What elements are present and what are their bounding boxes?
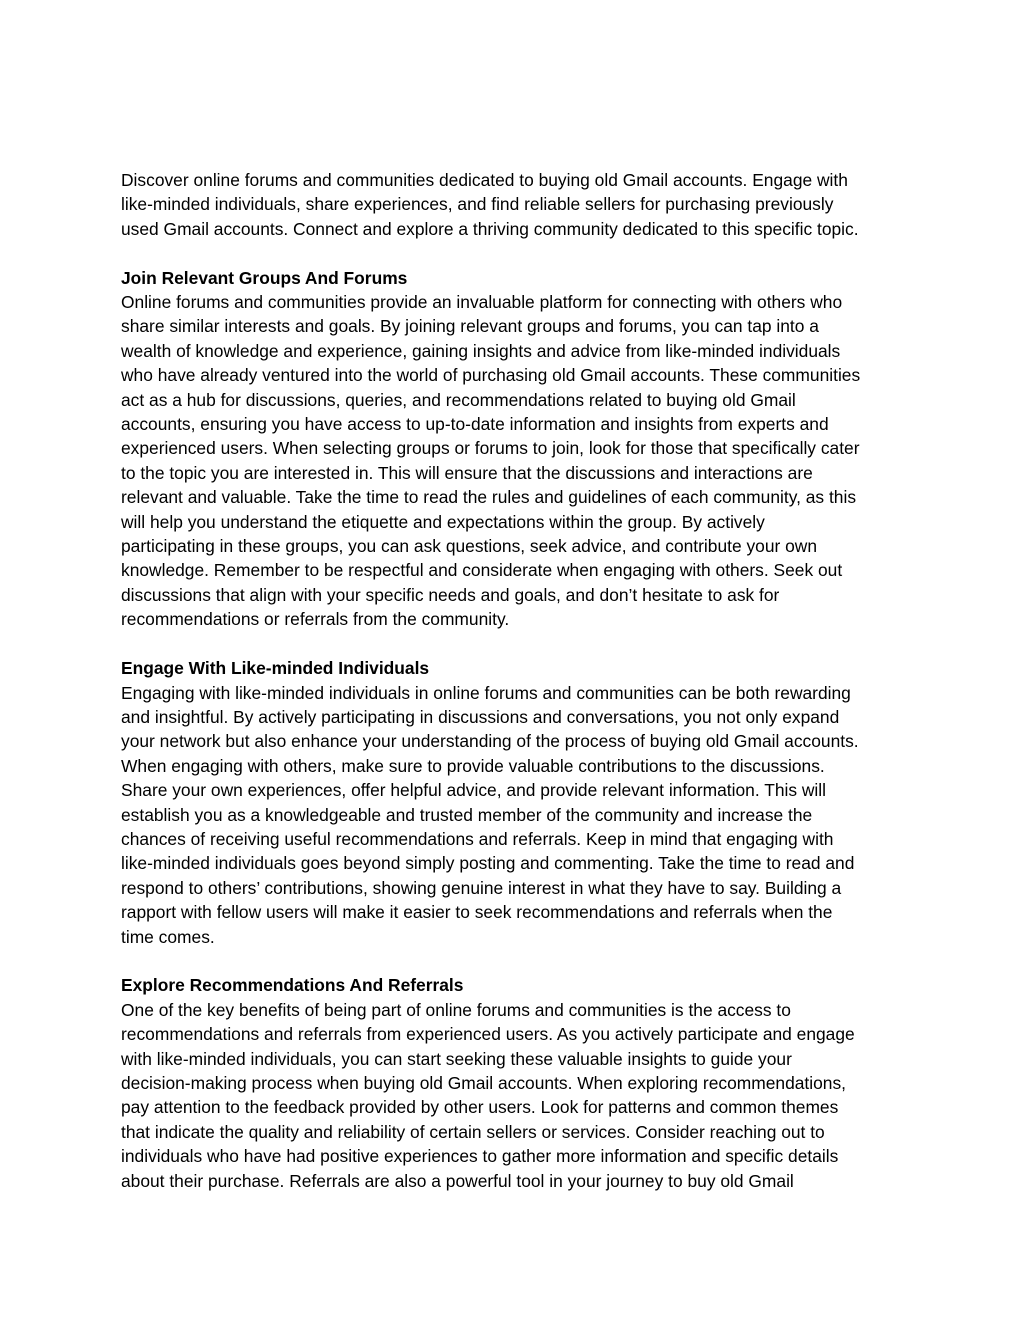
body-line: will help you understand the etiquette and expectations within the group. By actively — [121, 511, 765, 532]
section-heading: Explore Recommendations And Referrals — [121, 975, 464, 996]
body-line: rapport with fellow users will make it easier to seek recommendations and referrals when the — [121, 902, 833, 923]
body-line: recommendations and referrals from experienced users. As you actively participate and engage — [121, 1024, 855, 1045]
body-line: share similar interests and goals. By joining relevant groups and forums, you can tap into a — [121, 316, 819, 337]
body-line: about their purchase. Referrals are also a powerful tool in your journey to buy old Gmail — [121, 1170, 794, 1191]
body-line: recommendations or referrals from the community. — [121, 609, 510, 630]
section-heading: Join Relevant Groups And Forums — [121, 267, 408, 288]
body-line: who have already ventured into the world of purchasing old Gmail accounts. These communities — [121, 365, 861, 386]
body-line: Online forums and communities provide an invaluable platform for connecting with others who — [121, 292, 843, 313]
intro-line: used Gmail accounts. Connect and explore a thriving community dedicated to this specific topic. — [121, 218, 859, 239]
body-line: wealth of knowledge and experience, gaining insights and advice from like-minded individuals — [121, 340, 841, 361]
body-line: decision-making process when buying old Gmail accounts. When exploring recommendations, — [121, 1072, 846, 1093]
section-join-groups — [121, 266, 911, 632]
section-engage-individuals — [121, 656, 911, 949]
body-line: establish you as a knowledgeable and trusted member of the community and increase the — [121, 804, 813, 825]
body-line: individuals who have had positive experiences to gather more information and specific details — [121, 1146, 839, 1167]
body-line: participating in these groups, you can ask questions, seek advice, and contribute your own — [121, 536, 818, 557]
section-body — [121, 290, 911, 632]
body-line: to the topic you are interested in. This will ensure that the discussions and interactions are — [121, 462, 813, 483]
section-explore-recommendations — [121, 973, 911, 1193]
intro-line: like-minded individuals, share experiences, and find reliable sellers for purchasing previously — [121, 194, 834, 215]
body-line: and insightful. By actively participating in discussions and conversations, you not only expand — [121, 706, 840, 727]
body-line: Engaging with like-minded individuals in online forums and communities can be both rewarding — [121, 682, 851, 703]
body-line: like-minded individuals goes beyond simply posting and commenting. Take the time to read and — [121, 853, 855, 874]
body-line: your network but also enhance your understanding of the process of buying old Gmail accounts. — [121, 731, 859, 752]
body-line: One of the key benefits of being part of online forums and communities is the access to — [121, 999, 791, 1020]
body-line: Share your own experiences, offer helpful advice, and provide relevant information. This will — [121, 780, 827, 801]
body-line: chances of receiving useful recommendations and referrals. Keep in mind that engaging with — [121, 828, 834, 849]
section-body — [121, 681, 911, 949]
body-line: respond to others’ contributions, showing genuine interest in what they have to say. Building a — [121, 877, 842, 898]
section-body — [121, 998, 911, 1193]
document-page — [121, 168, 911, 1193]
body-line: When engaging with others, make sure to provide valuable contributions to the discussions. — [121, 755, 825, 776]
body-line: with like-minded individuals, you can start seeking these valuable insights to guide your — [121, 1048, 792, 1069]
section-heading: Engage With Like-minded Individuals — [121, 658, 430, 679]
body-line: discussions that align with your specific needs and goals, and don’t hesitate to ask for — [121, 584, 780, 605]
body-line: relevant and valuable. Take the time to read the rules and guidelines of each community, as this — [121, 487, 857, 508]
body-line: time comes. — [121, 926, 215, 947]
body-line: accounts, ensuring you have access to up-to-date information and insights from experts and — [121, 414, 829, 435]
body-line: experienced users. When selecting groups or forums to join, look for those that specifically cater — [121, 438, 860, 459]
intro-line: Discover online forums and communities dedicated to buying old Gmail accounts. Engage with — [121, 170, 848, 190]
body-line: act as a hub for discussions, queries, and recommendations related to buying old Gmail — [121, 389, 796, 410]
body-line: pay attention to the feedback provided by other users. Look for patterns and common themes — [121, 1097, 839, 1118]
body-line: that indicate the quality and reliability of certain sellers or services. Consider reaching out to — [121, 1121, 825, 1142]
intro-paragraph — [121, 168, 911, 241]
body-line: knowledge. Remember to be respectful and considerate when engaging with others. Seek out — [121, 560, 843, 581]
